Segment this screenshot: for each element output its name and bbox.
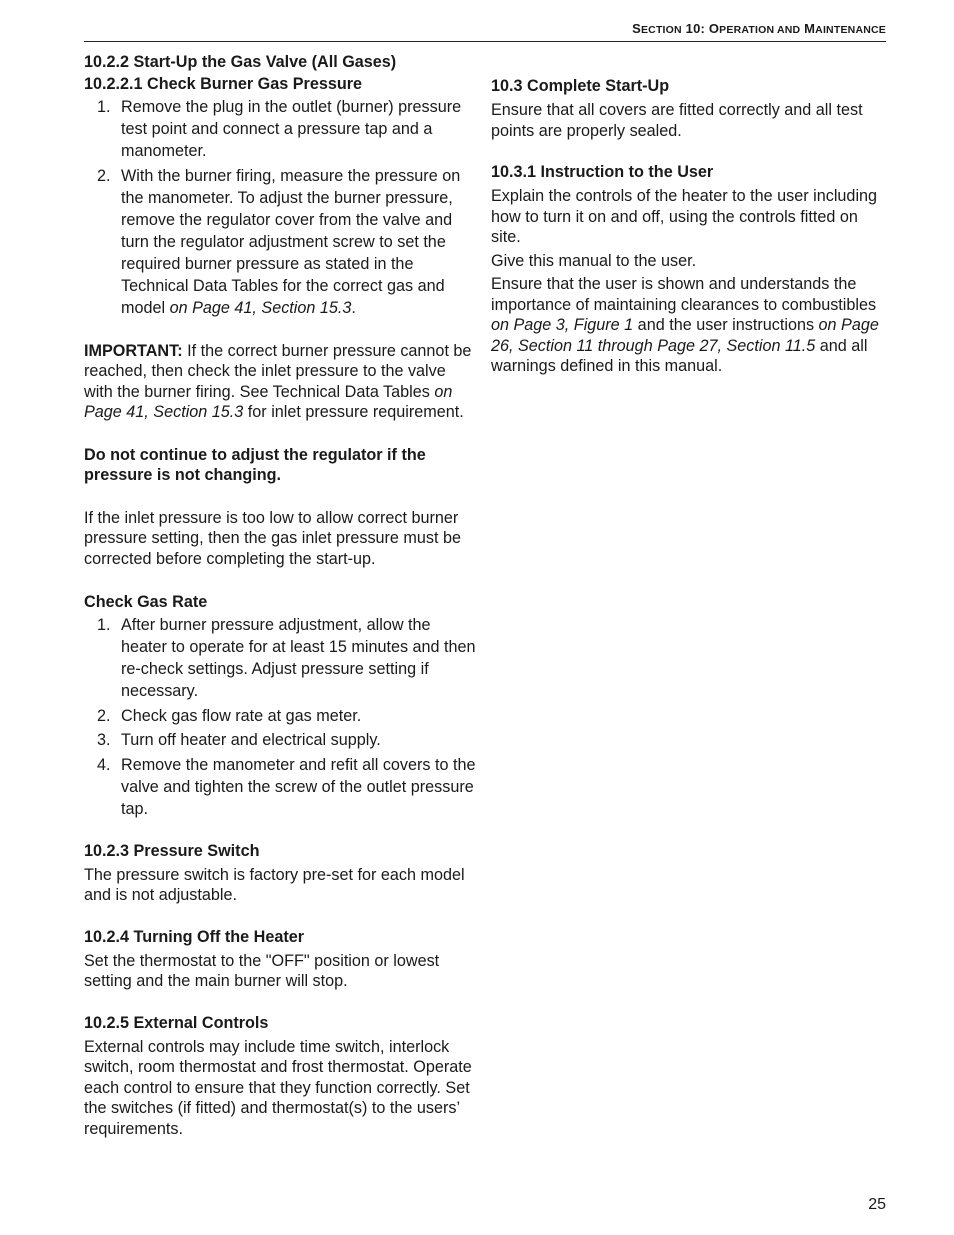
- heading-10-2-4: 10.2.4 Turning Off the Heater: [84, 927, 305, 946]
- list-item: 2. With the burner firing, measure the pressure on the manometer. To adjust the burner pressure, remove the regulator cover from the valve and turn the regulator adjustment screw to set the required burner pressure as stated in the Technical Data Tables for the correct gas and model on Page 41, Section 15.3.: [97, 166, 461, 317]
- list-item: 1. After burner pressure adjustment, allow the heater to operate for at least 15 minutes and then re-check settings. Adjust pressure setting if necessary.: [97, 616, 476, 700]
- important-note: IMPORTANT: If the correct burner pressure cannot be reached, then check the inlet pressure to the valve with the burner firing. See Technical Data Tables on Page 41, Section 15.3 for inlet pressure requirement.: [84, 341, 472, 421]
- list-item: 2. Check gas flow rate at gas meter.: [97, 706, 362, 725]
- list-item: 4. Remove the manometer and refit all covers to the valve and tighten the screw of the outlet pressure tap.: [97, 755, 476, 818]
- list-item: 1. Remove the plug in the outlet (burner) pressure test point and connect a pressure tap and a manometer.: [97, 98, 462, 160]
- pressure-switch-text: The pressure switch is factory pre-set for each model and is not adjustable.: [84, 865, 465, 904]
- cross-reference: on Page 41, Section 15.3: [84, 382, 453, 421]
- left-column: [84, 51, 477, 1139]
- external-controls-text: External controls may include time switch, interlock switch, room thermostat and frost thermostat. Operate each control to ensure that they function correctly. Set the switches (if fitted) and thermostat(s) to the users’ requirements.: [84, 1037, 472, 1138]
- heading-10-3-1: 10.3.1 Instruction to the User: [491, 163, 714, 181]
- instruction-paragraph: Explain the controls of the heater to the user including how to turn it on and off, using the controls fitted on site.: [491, 187, 878, 246]
- page-number: 25: [868, 1196, 886, 1213]
- right-column: [491, 75, 887, 377]
- heading-10-2-5: 10.2.5 External Controls: [84, 1013, 269, 1032]
- heading-10-2-2-1: 10.2.2.1 Check Burner Gas Pressure: [84, 75, 363, 93]
- turning-off-text: Set the thermostat to the "OFF" position or lowest setting and the main burner will stop.: [84, 951, 440, 990]
- heading-10-2-3: 10.2.3 Pressure Switch: [84, 841, 260, 860]
- running-header: SECTION 10: OPERATION AND MAINTENANCE: [84, 21, 886, 42]
- instruction-paragraph: Ensure that the user is shown and understands the importance of maintaining clearances to combustibles on Page 3, Figure 1 and the user instructions on Page 26, Section 11 through Page 27, Section 11.5 and all warnings defined in this manual.: [491, 275, 879, 375]
- instruction-paragraph: Give this manual to the user.: [491, 251, 697, 270]
- heading-10-3: 10.3 Complete Start-Up: [491, 77, 670, 95]
- complete-start-up-text: Ensure that all covers are fitted correctly and all test points are properly sealed.: [491, 101, 863, 140]
- cross-reference: on Page 41, Section 15.3: [169, 298, 352, 317]
- cross-reference: on Page 26, Section 11 through Page 27, Section 11.5: [491, 316, 879, 355]
- list-item: 3. Turn off heater and electrical supply.: [97, 731, 381, 749]
- heading-10-2-2: 10.2.2 Start-Up the Gas Valve (All Gases): [84, 53, 397, 71]
- heading-check-gas-rate: Check Gas Rate: [84, 593, 208, 611]
- regulator-warning: Do not continue to adjust the regulator if the pressure is not changing.: [84, 445, 426, 484]
- cross-reference: on Page 3, Figure 1: [491, 316, 634, 334]
- burner-pressure-steps: [84, 96, 477, 319]
- gas-rate-steps: [84, 614, 477, 820]
- inlet-pressure-note: If the inlet pressure is too low to allow correct burner pressure setting, then the gas inlet pressure must be corrected before completing the start-up.: [84, 508, 462, 568]
